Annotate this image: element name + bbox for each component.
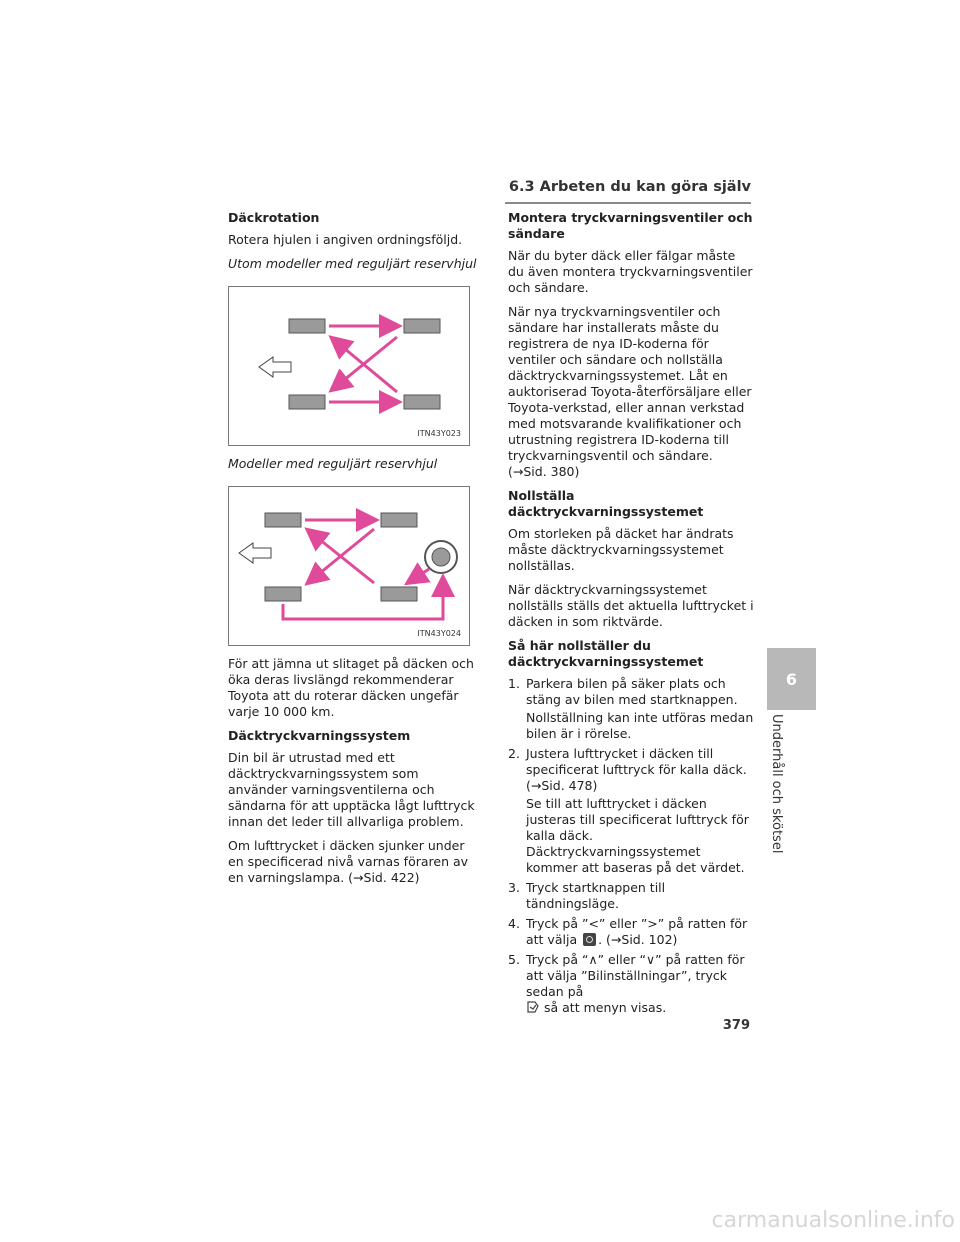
tire-rear-left [265,587,301,601]
list-item [508,916,754,948]
step-text-part: så att menyn visas. [544,1000,667,1015]
front-direction-arrow-icon [239,543,271,563]
figure-caption: Utom modeller med reguljärt reservhjul [228,256,477,271]
arrow-spare [409,569,429,582]
paragraph: För att jämna ut slitaget på däcken och öka deras livslängd rekommenderar Toyota att du roterar däcken ungefär varje 10 000 km. [228,656,474,719]
paragraph: När du byter däck eller fälgar måste du även montera tryckvarningsventiler och sändare. [508,248,753,295]
step-text: Parkera bilen på säker plats och stäng av bilen med startknappen. [526,676,738,707]
arrow-diagonal-1 [333,339,397,392]
step-text [526,952,754,1016]
tire-rear-left [289,395,325,409]
watermark: carmanualsonline.info [711,1208,955,1233]
heading-reset-tpms: Nollställa däcktryckvarningssystemet [508,488,704,519]
list-item [508,746,754,876]
step-text-part: Tryck på “∧” eller “∨” på ratten för att välja ”Bilinställningar”, tryck sedan på [526,952,745,999]
left-column [228,210,478,894]
figure-code: ITN43Y023 [417,429,461,438]
rotation-figure-no-spare [228,286,470,446]
step-text: Justera lufttrycket i däcken till specificerat lufttryck för kalla däck. (→Sid. 478) [526,746,747,793]
tire-front-right [404,319,440,333]
step-number: 4. [508,916,520,931]
step-text [526,916,754,948]
section-header: 6.3 Arbeten du kan göra själv [508,179,751,195]
tire-rear-right [404,395,440,409]
step-text-part: . (→Sid. 102) [598,932,678,947]
step-number: 2. [508,746,520,761]
heading-how-to-reset: Så här nollställer du däcktryckvarningssystemet [508,638,704,669]
list-item [508,880,754,912]
step-number: 3. [508,880,520,895]
right-column [508,210,754,1020]
reset-steps [508,676,754,1016]
page-number: 379 [722,1018,750,1033]
paragraph: Om storleken på däcket har ändrats måste däcktryckvarningssystemet nollställas. [508,526,734,573]
paragraph: När däcktryckvarningssystemet nollställs ställs det aktuella lufttrycket i däcken in som riktvärde. [508,582,754,629]
arrow-rear-to-spare [283,579,443,619]
paragraph: Din bil är utrustad med ett däcktryckvarningssystem som använder varningsventilerna och sändarna för att upptäcka lågt lufttryck innan det leder till allvarliga problem. [228,750,475,829]
step-number: 5. [508,952,520,967]
arrow-diagonal-2 [333,337,397,389]
tire-rear-right [381,587,417,601]
chapter-title: Underhåll och skötsel [769,714,784,854]
settings-icon [583,933,596,946]
spare-tire-hub [432,548,450,566]
enter-button-icon [526,1000,540,1014]
heading-install-valves: Montera tryckvarningsventiler och sändare [508,210,753,241]
tire-front-left [289,319,325,333]
chapter-tab: 6 [767,648,816,710]
step-text-part: Tryck på ”<” eller ”>” på ratten för att välja [526,916,748,947]
list-item [508,676,754,742]
heading-tpms: Däcktryckvarningssystem [228,728,411,743]
step-text: Tryck startknappen till tändningsläge. [526,880,666,911]
tire-front-left [265,513,301,527]
front-direction-arrow-icon [259,357,291,377]
tire-front-right [381,513,417,527]
rotation-diagram [229,487,469,645]
heading-tire-rotation: Däckrotation [228,210,320,225]
paragraph: När nya tryckvarningsventiler och sändare har installerats måste du registrera de nya ID-koderna för ventiler och sändare och nollställa däcktryckvarningssystemet. Låt en auktoriserad Toyota-återförsäljare eller Toyota-verkstad, eller annan verkstad med motsvarande kvalifikationer och utrustning registrera ID-koderna till tryckvarningsventil och sändare. (→Sid. 380) [508,304,752,479]
step-note: Nollställning kan inte utföras medan bilen är i rörelse. [526,710,754,741]
rotation-figure-with-spare [228,486,470,646]
rotation-diagram [229,287,469,445]
step-note: Se till att lufttrycket i däcken justeras till specificerat lufttryck för kalla däck. Däcktryckvarningssystemet kommer att baseras på det värdet. [526,796,749,875]
step-number: 1. [508,676,520,691]
paragraph: Om lufttrycket i däcken sjunker under en specificerad nivå varnas föraren av en varningslampa. (→Sid. 422) [228,838,469,885]
list-item [508,952,754,1016]
figure-caption: Modeller med reguljärt reservhjul [228,456,438,471]
header-rule [505,202,751,204]
figure-code: ITN43Y024 [417,629,461,638]
paragraph: Rotera hjulen i angiven ordningsföljd. [228,232,463,247]
